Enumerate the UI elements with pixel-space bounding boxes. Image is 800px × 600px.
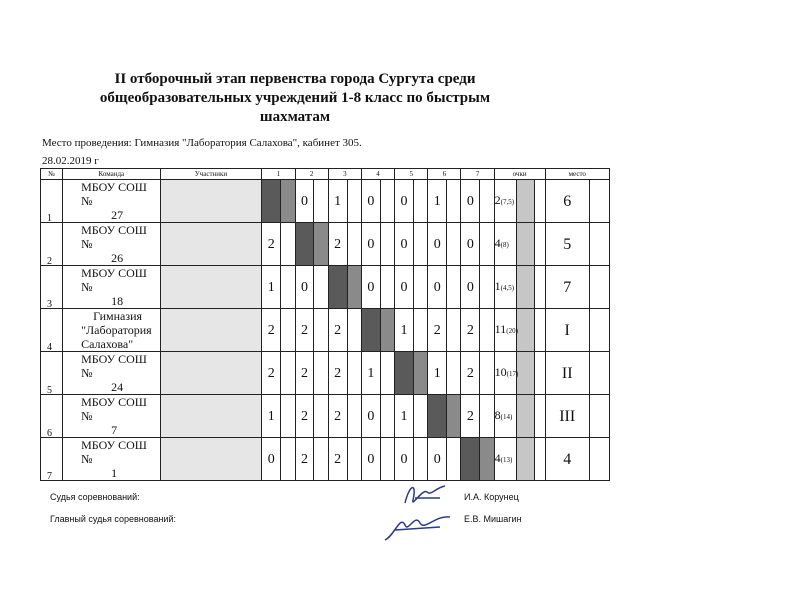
header-place: место xyxy=(545,169,609,180)
board-results xyxy=(380,266,394,309)
board-results xyxy=(480,395,494,438)
team-place: 6 xyxy=(545,180,589,223)
team-row xyxy=(41,223,610,230)
signature-chief-judge-icon xyxy=(380,505,460,550)
board-results xyxy=(347,266,361,309)
board-results xyxy=(480,438,494,481)
board-places xyxy=(589,223,609,266)
match-score: 0 xyxy=(295,266,314,309)
header-row xyxy=(41,169,610,180)
match-score: 2 xyxy=(328,352,347,395)
team-row xyxy=(41,352,610,359)
board-points xyxy=(534,395,545,438)
board-points xyxy=(534,223,545,266)
header-round-2: 2 xyxy=(295,169,328,180)
team-points xyxy=(494,395,516,438)
board-results xyxy=(413,223,427,266)
board-results xyxy=(380,223,394,266)
match-score: 0 xyxy=(461,266,480,309)
self-game-cell xyxy=(328,266,347,309)
match-score: 2 xyxy=(328,395,347,438)
header-round-7: 7 xyxy=(461,169,494,180)
match-score: 0 xyxy=(361,223,380,266)
participants-redacted xyxy=(160,223,262,266)
board-points xyxy=(534,352,545,395)
match-score: 0 xyxy=(395,438,414,481)
board-results xyxy=(413,395,427,438)
match-score: 0 xyxy=(461,180,480,223)
match-score: 0 xyxy=(428,223,447,266)
board-points xyxy=(534,309,545,352)
team-place: 7 xyxy=(545,266,589,309)
board-results xyxy=(480,309,494,352)
team-number: 1 xyxy=(41,180,63,223)
board-results xyxy=(413,309,427,352)
match-score: 0 xyxy=(361,438,380,481)
header-round-5: 5 xyxy=(395,169,428,180)
board-points xyxy=(516,309,534,352)
board-points xyxy=(516,266,534,309)
board-results xyxy=(480,266,494,309)
self-game-cell xyxy=(395,352,414,395)
team-name-line: 18 xyxy=(111,294,124,308)
tiebreak-value: (20) xyxy=(506,326,518,335)
board-results xyxy=(281,223,295,266)
self-game-cell xyxy=(295,223,314,266)
team-row xyxy=(41,266,610,273)
board-results xyxy=(413,180,427,223)
board-results xyxy=(314,309,328,352)
team-number: 4 xyxy=(41,309,63,352)
title-line-2: общеобразовательных учреждений 1-8 класс по быстрым xyxy=(99,90,491,106)
team-place: III xyxy=(545,395,589,438)
match-score: 1 xyxy=(262,395,281,438)
board-places xyxy=(589,395,609,438)
match-score: 0 xyxy=(428,266,447,309)
board-points xyxy=(516,180,534,223)
team-name-line: МБОУ СОШ № xyxy=(81,438,147,466)
match-score: 0 xyxy=(395,266,414,309)
match-score: 2 xyxy=(262,309,281,352)
participants-redacted xyxy=(160,395,262,438)
date-text: 28.02.2019 г xyxy=(42,155,99,167)
tiebreak-value: (17) xyxy=(506,369,519,378)
board-results xyxy=(281,180,295,223)
match-score: 1 xyxy=(262,266,281,309)
match-score: 0 xyxy=(361,180,380,223)
team-name xyxy=(63,266,160,309)
match-score: 1 xyxy=(428,352,447,395)
board-results xyxy=(281,266,295,309)
team-number: 7 xyxy=(41,438,63,481)
team-name-line: МБОУ СОШ № xyxy=(81,223,147,251)
match-score: 0 xyxy=(428,438,447,481)
team-row xyxy=(41,309,610,316)
team-place: 4 xyxy=(545,438,589,481)
board-results xyxy=(447,352,461,395)
board-results xyxy=(281,395,295,438)
board-results xyxy=(347,352,361,395)
board-results xyxy=(447,395,461,438)
board-results xyxy=(347,438,361,481)
team-name-line: МБОУ СОШ № xyxy=(81,395,147,423)
team-name xyxy=(63,223,160,266)
participants-redacted xyxy=(160,438,262,481)
match-score: 2 xyxy=(295,438,314,481)
match-score: 2 xyxy=(328,223,347,266)
header-participants: Участники xyxy=(160,169,262,180)
judge-label: Судья соревнований: xyxy=(50,492,140,502)
board-results xyxy=(314,180,328,223)
board-results xyxy=(413,352,427,395)
match-score: 1 xyxy=(395,395,414,438)
team-name xyxy=(63,180,160,223)
team-name-line: "Лаборатория xyxy=(81,323,152,337)
team-name xyxy=(63,309,160,352)
board-results xyxy=(380,438,394,481)
board-places xyxy=(589,352,609,395)
header-points: очки xyxy=(494,169,545,180)
match-score: 2 xyxy=(461,352,480,395)
board-results xyxy=(281,352,295,395)
team-name-line: МБОУ СОШ № xyxy=(81,352,147,380)
board-results xyxy=(347,223,361,266)
match-score: 0 xyxy=(361,395,380,438)
chief-judge-label: Главный судья соревнований: xyxy=(50,514,176,524)
board-results xyxy=(314,223,328,266)
board-points xyxy=(516,395,534,438)
venue-text: Место проведения: Гимназия "Лаборатория Салахова", кабинет 305. xyxy=(42,137,362,149)
match-score: 2 xyxy=(461,309,480,352)
points-value: 2 xyxy=(494,192,501,207)
board-results xyxy=(314,438,328,481)
match-score: 0 xyxy=(395,223,414,266)
title-line-1: II отборочный этап первенства города Сургута среди xyxy=(114,71,476,87)
tiebreak-value: (13) xyxy=(500,455,513,464)
match-score: 2 xyxy=(428,309,447,352)
participants-redacted xyxy=(160,180,262,223)
board-places xyxy=(589,438,609,481)
board-results xyxy=(480,223,494,266)
board-results xyxy=(380,395,394,438)
team-number: 6 xyxy=(41,395,63,438)
board-results xyxy=(347,395,361,438)
team-name-line: 24 xyxy=(111,380,124,394)
board-results xyxy=(480,352,494,395)
board-results xyxy=(347,180,361,223)
tiebreak-value: (8) xyxy=(500,240,509,249)
header-team: Команда xyxy=(63,169,160,180)
match-score: 2 xyxy=(262,223,281,266)
board-points xyxy=(534,266,545,309)
participants-redacted xyxy=(160,352,262,395)
match-score: 0 xyxy=(262,438,281,481)
board-results xyxy=(447,223,461,266)
team-number: 2 xyxy=(41,223,63,266)
board-results xyxy=(480,180,494,223)
team-name-line: МБОУ СОШ № xyxy=(81,266,147,294)
points-value: 4 xyxy=(494,450,501,465)
team-name-line: 1 xyxy=(111,466,118,480)
match-score: 0 xyxy=(295,180,314,223)
results-table xyxy=(40,168,610,482)
tiebreak-value: (14) xyxy=(500,412,513,421)
team-name xyxy=(63,395,160,438)
match-score: 1 xyxy=(328,180,347,223)
match-score: 2 xyxy=(328,309,347,352)
board-results xyxy=(447,266,461,309)
board-results xyxy=(314,266,328,309)
chief-judge-name: Е.В. Мишагин xyxy=(464,514,522,524)
match-score: 2 xyxy=(295,309,314,352)
match-score: 2 xyxy=(262,352,281,395)
participants-redacted xyxy=(160,309,262,352)
points-value: 4 xyxy=(494,235,501,250)
team-points xyxy=(494,180,516,223)
header-no: № xyxy=(41,169,63,180)
board-results xyxy=(347,309,361,352)
team-place: 5 xyxy=(545,223,589,266)
judge-name: И.А. Корунец xyxy=(464,492,519,502)
points-value: 1 xyxy=(494,278,501,293)
team-points xyxy=(494,223,516,266)
team-name-line: МБОУ СОШ № xyxy=(81,180,147,208)
title-line-3: шахматам xyxy=(259,109,331,125)
header-round-3: 3 xyxy=(328,169,361,180)
self-game-cell xyxy=(461,438,480,481)
team-name-line: Гимназия xyxy=(93,309,143,323)
header-round-1: 1 xyxy=(262,169,295,180)
board-points xyxy=(534,438,545,481)
self-game-cell xyxy=(262,180,281,223)
team-row xyxy=(41,395,610,402)
team-number: 5 xyxy=(41,352,63,395)
board-results xyxy=(314,395,328,438)
team-name-line: 27 xyxy=(111,208,124,222)
board-places xyxy=(589,309,609,352)
tiebreak-value: (4,5) xyxy=(500,283,515,292)
team-points xyxy=(494,309,516,352)
team-name-line: 7 xyxy=(111,423,118,437)
team-row xyxy=(41,438,610,445)
team-name-line: Салахова" xyxy=(81,337,134,351)
team-points xyxy=(494,266,516,309)
board-results xyxy=(314,352,328,395)
team-name xyxy=(63,352,160,395)
board-points xyxy=(534,180,545,223)
match-score: 2 xyxy=(295,395,314,438)
board-results xyxy=(281,438,295,481)
board-points xyxy=(516,352,534,395)
team-points xyxy=(494,352,519,395)
board-results xyxy=(380,352,394,395)
match-score: 1 xyxy=(428,180,447,223)
team-place: II xyxy=(545,352,589,395)
board-places xyxy=(589,266,609,309)
match-score: 1 xyxy=(395,309,414,352)
board-results xyxy=(380,309,394,352)
match-score: 1 xyxy=(361,352,380,395)
match-score: 2 xyxy=(295,352,314,395)
board-results xyxy=(447,180,461,223)
board-results xyxy=(447,309,461,352)
team-points xyxy=(494,438,516,481)
board-results xyxy=(413,438,427,481)
team-name xyxy=(63,438,160,481)
match-score: 0 xyxy=(361,266,380,309)
points-value: 10 xyxy=(494,364,507,379)
header-round-4: 4 xyxy=(361,169,394,180)
match-score: 2 xyxy=(328,438,347,481)
match-score: 0 xyxy=(395,180,414,223)
board-points xyxy=(516,438,534,481)
board-results xyxy=(380,180,394,223)
board-results xyxy=(413,266,427,309)
match-score: 2 xyxy=(461,395,480,438)
board-results xyxy=(447,438,461,481)
team-row xyxy=(41,180,610,187)
team-number: 3 xyxy=(41,266,63,309)
tiebreak-value: (7,5) xyxy=(500,197,515,206)
points-value: 11 xyxy=(494,321,507,336)
team-place: I xyxy=(545,309,589,352)
self-game-cell xyxy=(361,309,380,352)
board-points xyxy=(516,223,534,266)
participants-redacted xyxy=(160,266,262,309)
board-places xyxy=(589,180,609,223)
team-name-line: 26 xyxy=(111,251,124,265)
board-results xyxy=(281,309,295,352)
match-score: 0 xyxy=(461,223,480,266)
document-title xyxy=(40,70,550,127)
header-round-6: 6 xyxy=(428,169,461,180)
points-value: 8 xyxy=(494,407,501,422)
self-game-cell xyxy=(428,395,447,438)
